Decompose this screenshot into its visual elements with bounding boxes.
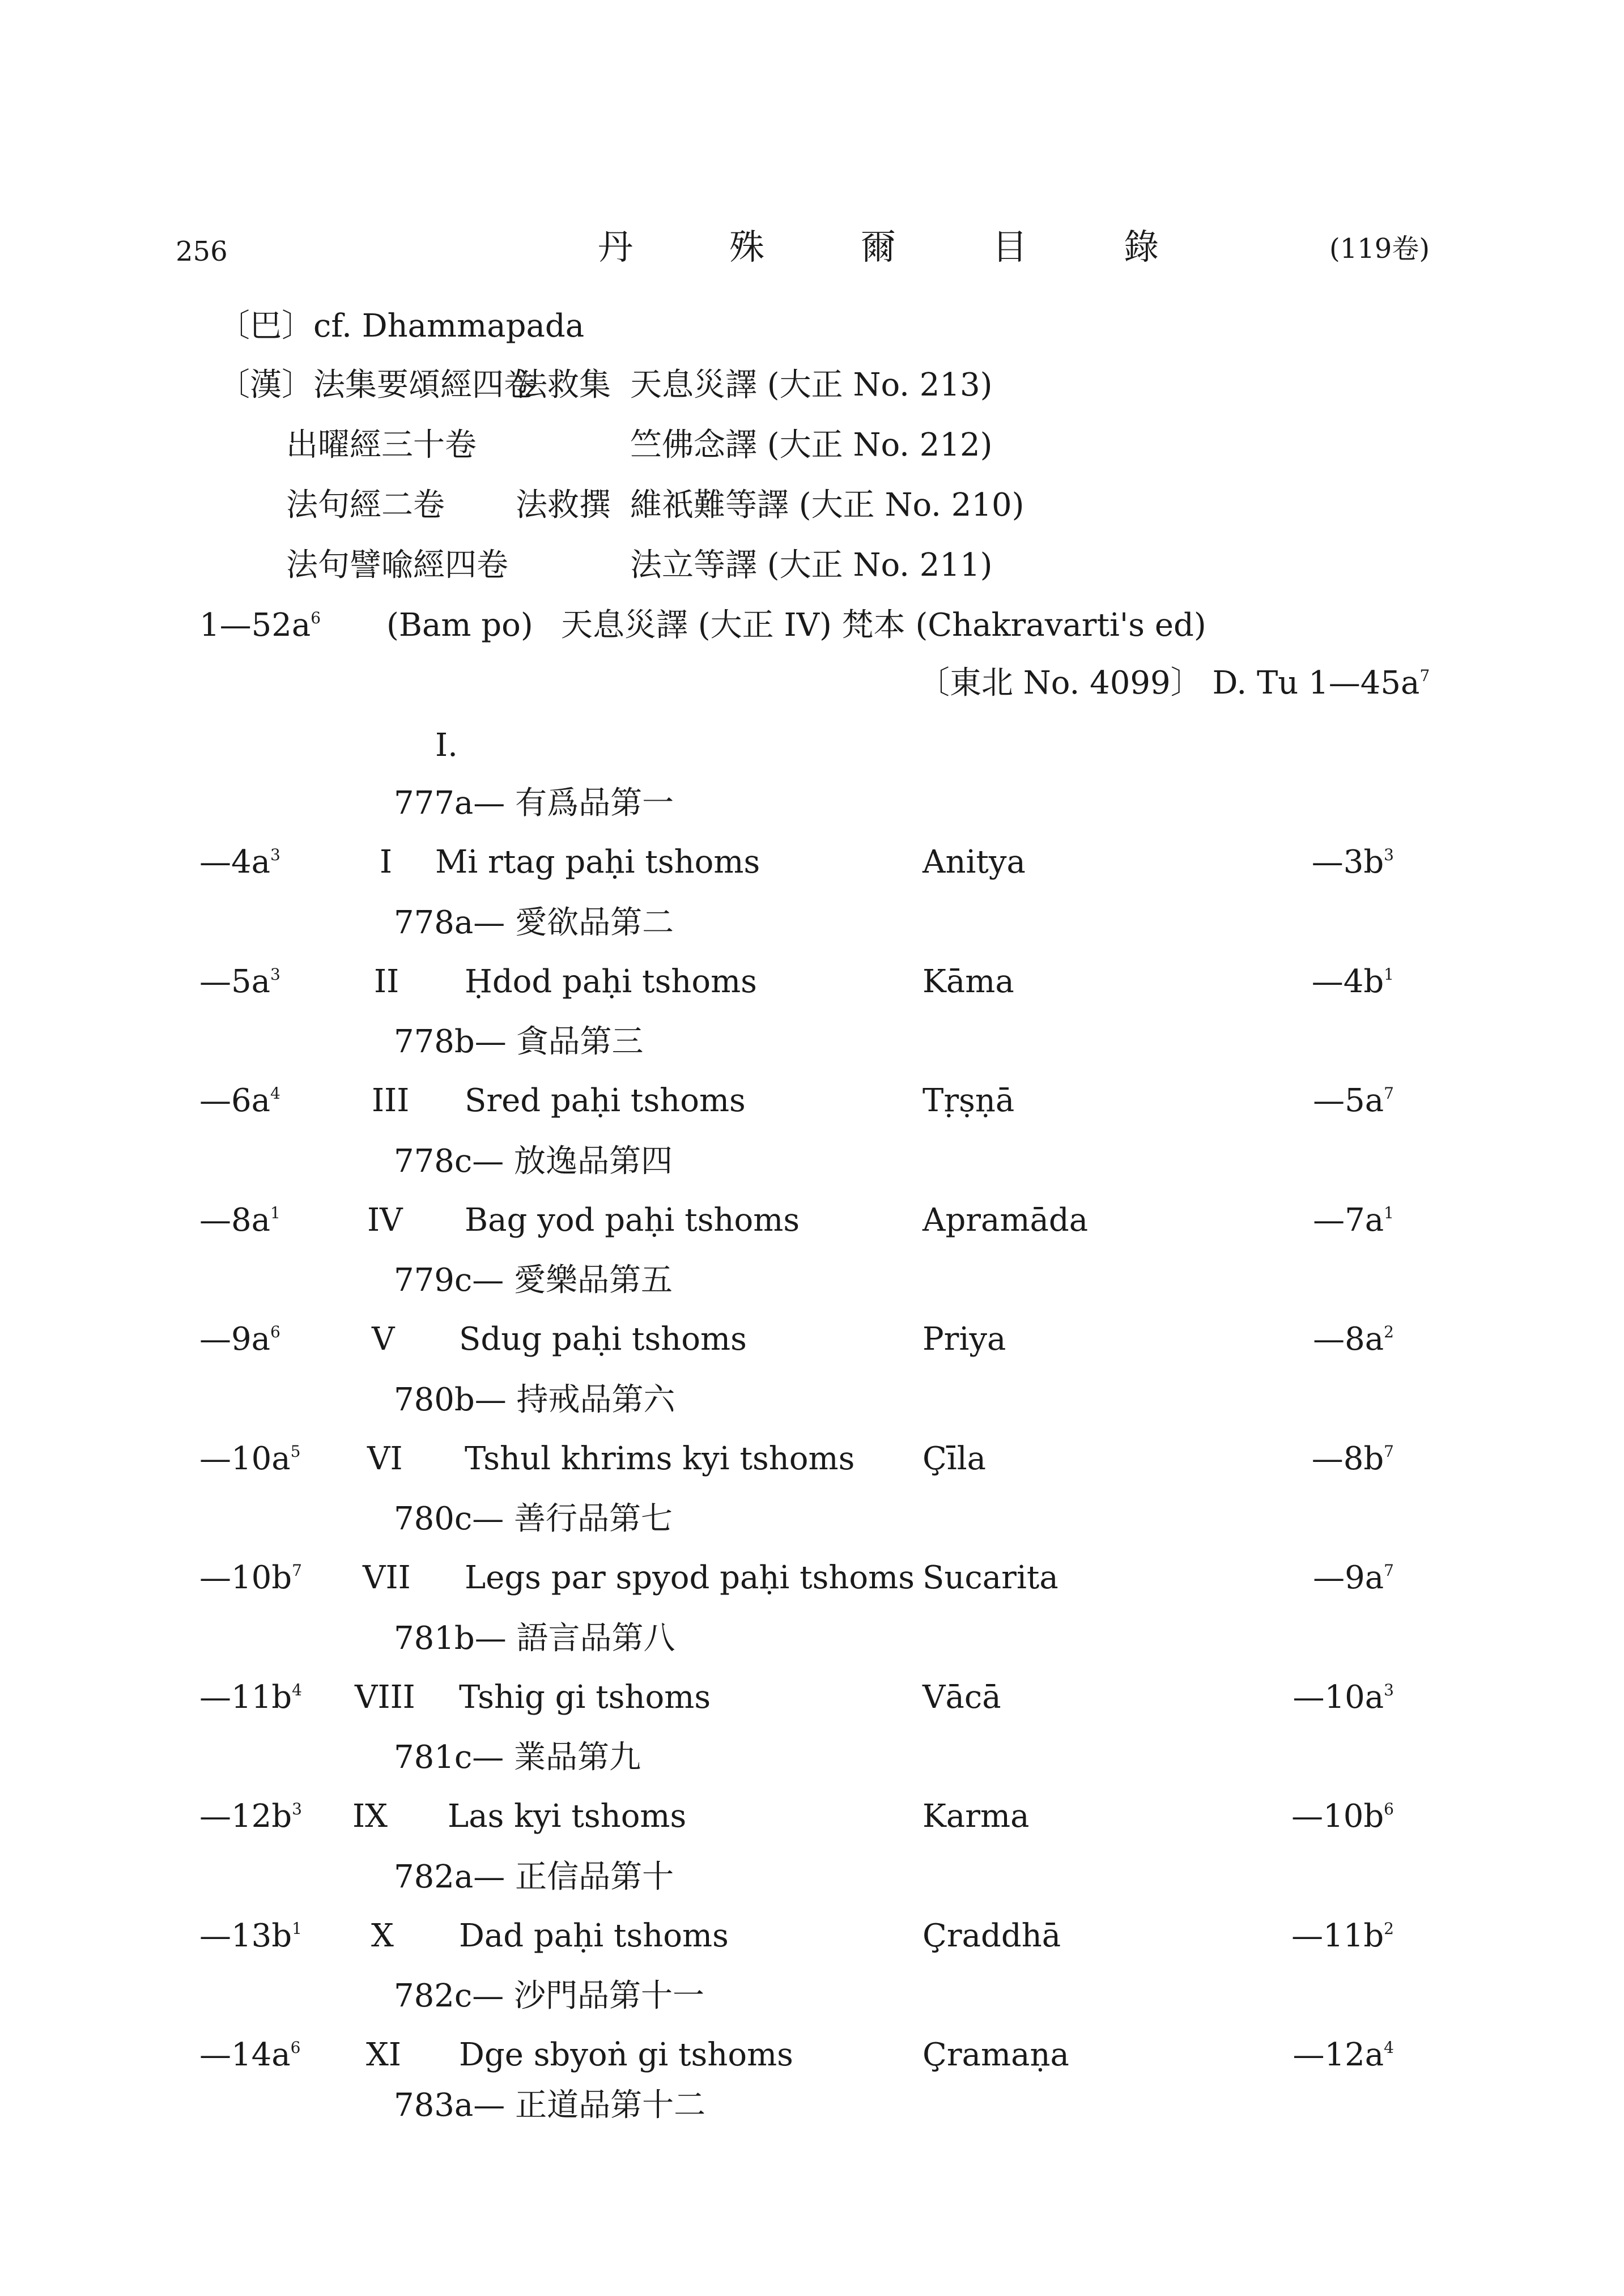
chapter-taisho: 782c— 沙門品第十一 (394, 1978, 705, 2014)
chapter-tibetan-title: Las kyi tshoms (448, 1798, 687, 1835)
main-range (199, 607, 321, 644)
chapter-folio (199, 963, 280, 1000)
main-translation: 天息災譯 (大正 IV) 梵本 (Chakravarti's ed) (561, 607, 1206, 644)
chapter-folio-text: —10a (199, 1440, 291, 1477)
chapter-tibetan-title: Legs par spyod paḥi tshoms (465, 1559, 915, 1596)
chapter-folio-text: —10b (199, 1559, 292, 1596)
chapter-derge-sup: 1 (1384, 964, 1394, 984)
chapter-derge (1291, 1798, 1394, 1835)
chapter-sanskrit-title: Karma (922, 1798, 1030, 1835)
title-char: 錄 (1124, 226, 1159, 267)
chapter-derge (1313, 1082, 1394, 1119)
chapter-sanskrit-title: Apramāda (922, 1201, 1089, 1239)
chapter-number: XI (366, 2036, 401, 2073)
chinese-translator: 竺佛念譯 (大正 No. 212) (630, 427, 993, 464)
chapter-derge-sup: 3 (1384, 1680, 1394, 1699)
chapter-sanskrit-title: Çīla (922, 1440, 987, 1477)
section-marker: I. (435, 727, 458, 764)
chapter-folio-sup: 4 (292, 1680, 302, 1699)
chapter-folio (199, 1082, 280, 1119)
title-char: 丹 (598, 226, 634, 267)
chapter-taisho: 780b— 持戒品第六 (394, 1381, 675, 1418)
chapter-folio-text: —12b (199, 1798, 292, 1835)
chapter-derge-text: —10b (1291, 1798, 1384, 1835)
chapter-folio-text: —13b (199, 1917, 292, 1954)
chapter-folio-text: —8a (199, 1201, 271, 1239)
chapter-folio-sup: 7 (292, 1561, 302, 1580)
title-char: 爾 (861, 226, 896, 267)
chapter-taisho: 778a— 愛欲品第二 (394, 904, 674, 941)
chapter-folio (199, 2036, 301, 2073)
chapter-folio (199, 1678, 302, 1716)
chapter-taisho: 781b— 語言品第八 (394, 1619, 675, 1657)
chapter-derge-text: —8b (1311, 1440, 1384, 1477)
chapter-tibetan-title: Sdug paḥi tshoms (459, 1321, 747, 1358)
chapter-number: VI (367, 1440, 403, 1477)
chapter-folio-sup: 6 (290, 2038, 301, 2057)
chinese-title: 〔漢〕法集要頌經四卷 (218, 367, 535, 403)
bam-po: (Bam po) (386, 607, 533, 644)
chapter-sanskrit-title: Anitya (922, 844, 1026, 881)
chapter-folio-sup: 1 (292, 1919, 302, 1938)
chapter-derge-text: —4b (1311, 963, 1384, 1000)
chapter-derge-sup: 7 (1384, 1442, 1394, 1461)
chinese-author: 法救撰 (516, 487, 611, 524)
page-title (598, 226, 1159, 267)
chapter-folio (199, 1798, 302, 1835)
chinese-title: 法句譬喩經四卷 (286, 547, 508, 584)
chapter-taisho: 778b— 貪品第三 (394, 1023, 644, 1060)
chapter-tibetan-title: Dad paḥi tshoms (459, 1917, 729, 1954)
chapter-derge-sup: 1 (1384, 1203, 1394, 1222)
chapter-derge-sup: 4 (1384, 2038, 1394, 2057)
chapter-derge-text: —10a (1293, 1678, 1384, 1716)
chapter-derge (1293, 1678, 1394, 1716)
chapter-derge-sup: 2 (1384, 1323, 1394, 1341)
chapter-tibetan-title: Mi rtag paḥi tshoms (435, 844, 760, 881)
chapter-folio-sup: 5 (290, 1442, 301, 1461)
pali-reference: 〔巴〕cf. Dhammapada (218, 308, 585, 345)
page-number: 256 (176, 236, 228, 267)
chapter-taisho: 781c— 業品第九 (394, 1739, 641, 1776)
chapter-folio-text: —5a (199, 963, 271, 1000)
chapter-derge-sup: 6 (1384, 1800, 1394, 1818)
chapter-folio (199, 1440, 301, 1477)
chapter-derge-sup: 7 (1384, 1561, 1394, 1580)
chapter-derge-sup: 2 (1384, 1919, 1394, 1938)
tohoku-text: 〔東北 No. 4099〕 D. Tu 1—45a (918, 665, 1420, 701)
chapter-derge-sup: 3 (1384, 845, 1394, 864)
chapter-derge-text: —7a (1313, 1201, 1384, 1239)
chapter-folio (199, 1559, 302, 1596)
tohoku-reference (918, 667, 1430, 699)
chapter-derge-text: —11b (1291, 1917, 1384, 1954)
title-char: 目 (992, 226, 1028, 267)
chapter-tibetan-title: Tshig gi tshoms (459, 1678, 711, 1716)
chapter-folio (199, 1321, 280, 1358)
chapter-folio-sup: 6 (270, 1323, 280, 1341)
chapter-number: VIII (355, 1678, 415, 1716)
chapter-tibetan-title: Sred paḥi tshoms (465, 1082, 746, 1119)
chapter-derge-text: —3b (1311, 844, 1384, 881)
chapter-taisho: 777a— 有爲品第一 (394, 785, 674, 822)
chapter-derge-text: —8a (1313, 1321, 1384, 1358)
chapter-derge (1291, 1917, 1394, 1954)
chapter-folio-text: —9a (199, 1321, 271, 1358)
chapter-number: II (374, 963, 399, 1000)
chapter-taisho: 779c— 愛樂品第五 (394, 1262, 673, 1299)
chapter-folio-text: —14a (199, 2036, 291, 2073)
chapter-taisho: 778c— 放逸品第四 (394, 1142, 673, 1180)
chapter-derge-sup: 7 (1384, 1084, 1394, 1103)
chapter-sanskrit-title: Kāma (922, 963, 1014, 1000)
chapter-folio-sup: 3 (292, 1800, 302, 1818)
main-range-sup: 6 (311, 609, 321, 627)
chapter-folio-sup: 3 (270, 845, 280, 864)
chapter-folio-text: —4a (199, 844, 271, 881)
chinese-translator: 法立等譯 (大正 No. 211) (630, 547, 993, 584)
chapter-tibetan-title: Tshul khrims kyi tshoms (465, 1440, 855, 1477)
chapter-folio (199, 1201, 280, 1239)
main-range-text: 1—52a (199, 607, 311, 644)
chapter-number: I (380, 844, 393, 881)
chinese-author: 法救集 (516, 367, 611, 403)
chapter-number: IV (367, 1201, 403, 1239)
trailing-taisho: 783a— 正道品第十二 (394, 2087, 706, 2124)
chapter-folio-sup: 3 (270, 964, 280, 984)
chapter-tibetan-title: Dge sbyoṅ gi tshoms (459, 2036, 793, 2073)
chapter-derge (1311, 844, 1394, 881)
chinese-translator: 天息災譯 (大正 No. 213) (630, 367, 993, 403)
volume-label: (119卷) (1329, 233, 1430, 265)
chapter-derge (1313, 1321, 1394, 1358)
chapter-folio-sup: 1 (270, 1203, 280, 1222)
chapter-number: III (372, 1082, 410, 1119)
chapter-folio (199, 1917, 302, 1954)
chapter-sanskrit-title: Çraddhā (922, 1917, 1061, 1954)
chapter-folio (199, 844, 280, 881)
chapter-derge (1313, 1201, 1394, 1239)
chapter-folio-text: —6a (199, 1082, 271, 1119)
chapter-taisho: 782a— 正信品第十 (394, 1858, 674, 1895)
chapter-derge (1311, 963, 1394, 1000)
chapter-taisho: 780c— 善行品第七 (394, 1500, 673, 1537)
chapter-sanskrit-title: Vācā (922, 1678, 1001, 1716)
chapter-tibetan-title: Ḥdod paḥi tshoms (465, 963, 757, 1000)
chapter-number: V (372, 1321, 395, 1358)
chapter-derge (1311, 1440, 1394, 1477)
chapter-sanskrit-title: Tṛṣṇā (922, 1082, 1015, 1119)
chapter-sanskrit-title: Çramaṇa (922, 2036, 1069, 2073)
tohoku-sup: 7 (1419, 666, 1430, 685)
chapter-sanskrit-title: Sucarita (922, 1559, 1058, 1596)
chinese-title: 法句經二卷 (286, 487, 445, 524)
chapter-tibetan-title: Bag yod paḥi tshoms (465, 1201, 800, 1239)
chapter-derge-text: —9a (1313, 1559, 1384, 1596)
chapter-number: IX (352, 1798, 388, 1835)
chinese-title: 出曜經三十卷 (286, 427, 477, 464)
chapter-sanskrit-title: Priya (922, 1321, 1006, 1358)
chapter-folio-sup: 4 (270, 1084, 280, 1103)
chapter-derge-text: —5a (1313, 1082, 1384, 1119)
chinese-translator: 維祇難等譯 (大正 No. 210) (630, 487, 1024, 524)
title-char: 殊 (729, 226, 765, 267)
chapter-number: X (371, 1917, 394, 1954)
chapter-folio-text: —11b (199, 1678, 292, 1716)
chapter-derge (1293, 2036, 1394, 2073)
chapter-derge (1313, 1559, 1394, 1596)
chapter-number: VII (363, 1559, 411, 1596)
chapter-derge-text: —12a (1293, 2036, 1384, 2073)
